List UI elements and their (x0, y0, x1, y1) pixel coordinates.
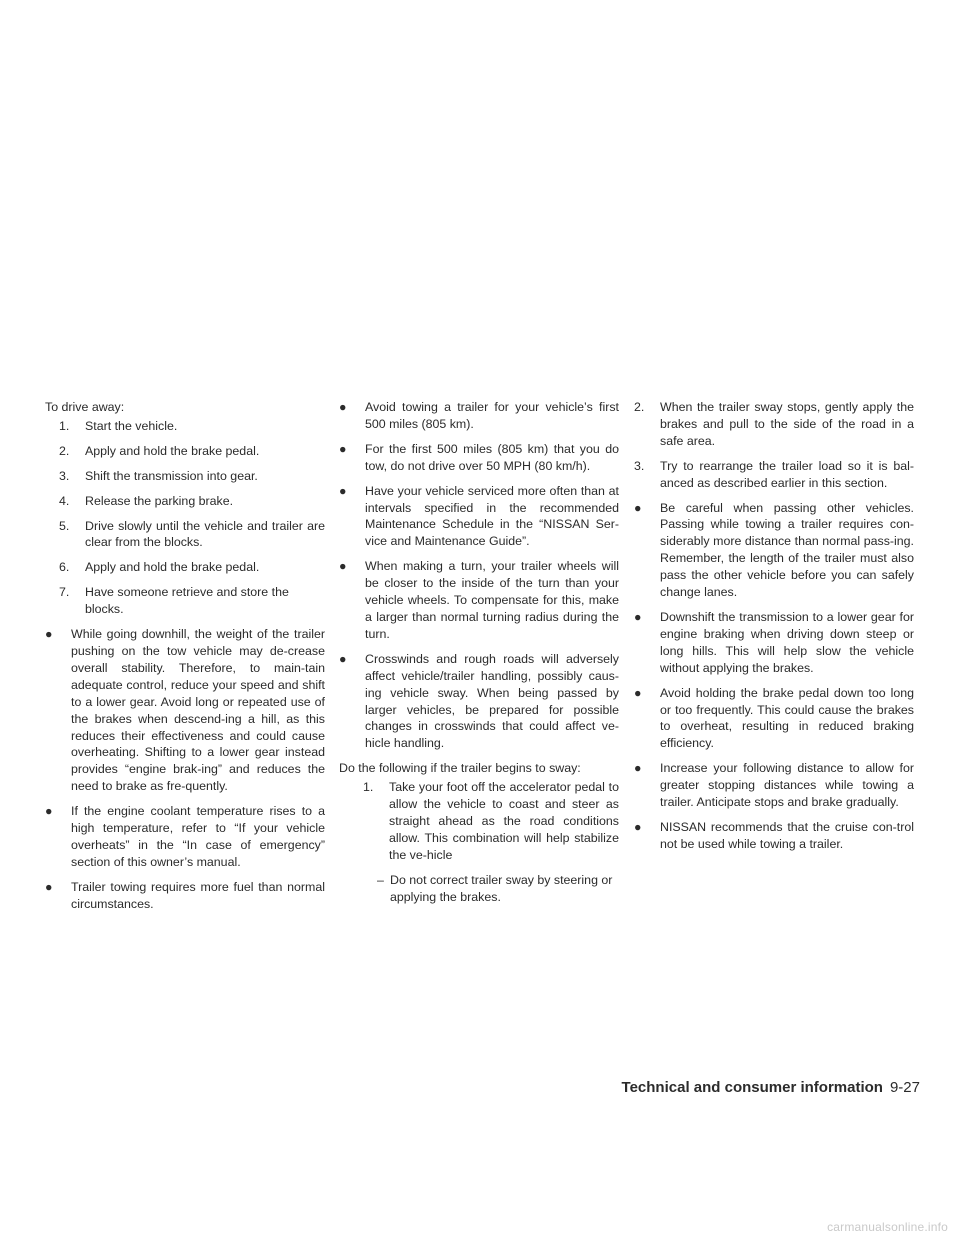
bullet-item: ● Trailer towing requires more fuel than normal circumstances. (45, 879, 325, 911)
bullet-icon: ● (634, 761, 642, 776)
bullet-item: ● Increase your following distance to allow for greater stopping distances while towing a trailer. Anticipate stops and brake gradually. (634, 761, 914, 810)
bullet-item: ● If the engine coolant temperature rises to a high temperature, refer to “If your vehicle overheats” in the “In case of emergency” section of this owner’s manual. (45, 804, 325, 869)
bullet-icon: ● (339, 400, 347, 414)
bullet-icon: ● (339, 441, 347, 456)
bullet-icon: ● (45, 627, 53, 642)
dash-icon: – (377, 872, 384, 887)
bullet-item: ● While going downhill, the weight of the trailer pushing on the tow vehicle may de-crease overall stability. Therefore, to main-tain adequate control, reduce your speed and shift to a lower gear. Avoid long or repeated use of the brakes when descend-ing a hill, as this reduces their effectiveness and could cause overheating. Shifting to a lower gear instead provides “engine brak-ing” and reduces the need to brake as fre-quently. (45, 627, 325, 794)
bullet-item: ● For the first 500 miles (805 km) that you do tow, do not drive over 50 MPH (80 km/h). (339, 441, 619, 473)
list-item: 7. Have someone retrieve and store the blocks. (59, 585, 289, 617)
list-item: 3. Try to rearrange the trailer load so it is bal-anced as described earlier in this section. (634, 458, 914, 490)
page-footer (622, 1080, 920, 1097)
watermark: carmanualsonline.info (827, 1220, 948, 1234)
bullet-icon: ● (45, 879, 53, 894)
bullet-icon: ● (634, 609, 642, 624)
bullet-item: ● Crosswinds and rough roads will adversely affect vehicle/trailer handling, possibly caus-ing vehicle sway. When being passed by larger vehicles, be prepared for possible changes in crosswinds that could affect ve-hicle handling. (339, 651, 619, 751)
bullet-icon: ● (339, 559, 347, 574)
list-item: 1. Take your foot off the accelerator pedal to allow the vehicle to coast and steer as straight ahead as the road conditions allow. This combination will help stabilize the ve-hicle (363, 780, 619, 862)
column-1 (45, 399, 325, 921)
dash-item: – Do not correct trailer sway by steering or applying the brakes. (377, 872, 613, 904)
list-item: 6. Apply and hold the brake pedal. (59, 560, 260, 575)
column-2 (339, 399, 619, 913)
column-3 (634, 399, 914, 861)
bullet-item: ● When making a turn, your trailer wheels will be closer to the inside of the turn than your vehicle wheels. To compensate for this, make a larger than normal turning radius during the turn. (339, 559, 619, 641)
list-item: 2. When the trailer sway stops, gently apply the brakes and pull to the side of the road in a safe area. (634, 400, 914, 448)
bullet-icon: ● (339, 651, 347, 666)
page-number: 9-27 (889, 1079, 920, 1096)
bullet-item: ● Avoid holding the brake pedal down too long or too frequently. This could cause the brakes to overheat, resulting in reduced braking efficiency. (634, 685, 914, 751)
bullet-icon: ● (634, 685, 642, 700)
list-item: 2. Apply and hold the brake pedal. (59, 443, 260, 458)
bullet-icon: ● (634, 819, 642, 834)
list-item: 1. Start the vehicle. (59, 418, 178, 433)
bullet-item: ● Be careful when passing other vehicles. Passing while towing a trailer requires con-siderably more distance than normal pass-ing. Remember, the length of the trailer must also pass the other vehicle before you can safely change lanes. (634, 500, 914, 600)
bullet-icon: ● (634, 500, 642, 515)
bullet-icon: ● (45, 804, 53, 819)
bullet-item: ● Downshift the transmission to a lower gear for engine braking when driving down steep or long hills. This will help slow the vehicle without applying the brakes. (634, 609, 914, 675)
drive-away-heading: To drive away: (45, 400, 125, 414)
list-item: 5. Drive slowly until the vehicle and trailer are clear from the blocks. (59, 518, 325, 550)
bullet-item: ● Avoid towing a trailer for your vehicle’s first 500 miles (805 km). (339, 400, 619, 431)
bullet-item: ● Have your vehicle serviced more often than at intervals specified in the recommended Maintenance Schedule in the “NISSAN Ser-vice and Maintenance Guide”. (339, 483, 619, 549)
list-item: 3. Shift the transmission into gear. (59, 468, 258, 483)
list-item: 4. Release the parking brake. (59, 493, 234, 508)
sway-heading: Do the following if the trailer begins to sway: (339, 761, 581, 776)
bullet-icon: ● (339, 483, 347, 498)
bullet-item: ● NISSAN recommends that the cruise con-trol not be used while towing a trailer. (634, 819, 914, 851)
footer-section-title: Technical and consumer information (621, 1079, 883, 1096)
